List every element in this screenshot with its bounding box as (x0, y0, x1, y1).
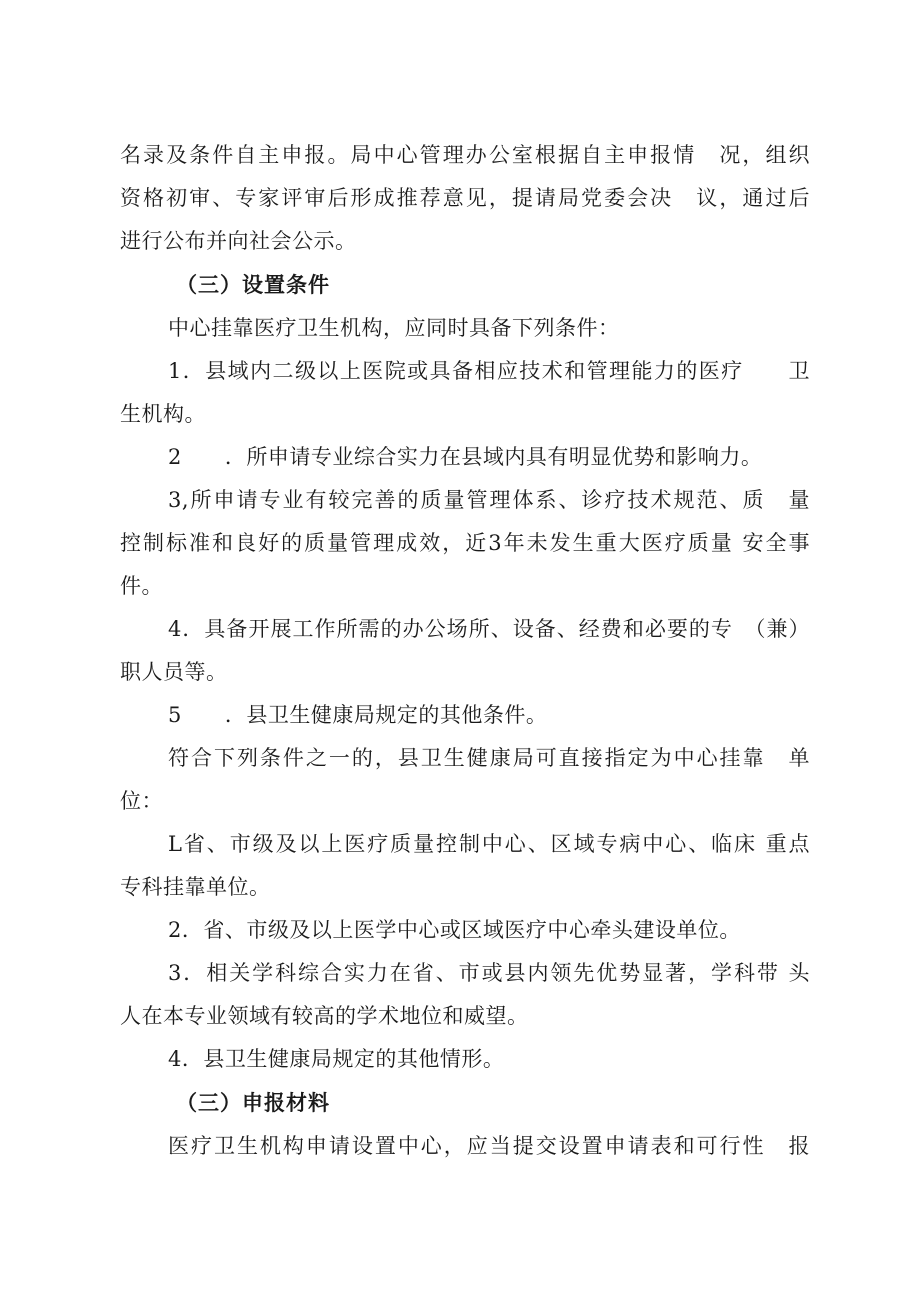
list-item: 2．省、市级及以上医学中心或区域医疗中心牵头建设单位。 (168, 918, 741, 942)
list-item: 5 ．县卫生健康局规定的其他条件。 (168, 703, 548, 727)
section-heading-application-materials: （三）申报材料 (176, 1091, 330, 1115)
paragraph-line: 中心挂靠医疗卫生机构，应同时具备下列条件： (168, 316, 620, 340)
paragraph-line: 资格初审、专家评审后形成推荐意见，提请局党委会决 议，通过后 (120, 186, 810, 210)
paragraph-line: 件。 (120, 574, 163, 598)
paragraph-line: 生机构。 (120, 402, 206, 426)
paragraph-line: 符合下列条件之一的，县卫生健康局可直接指定为中心挂靠 单 (168, 746, 810, 770)
paragraph-line: 人在本专业领域有较高的学术地位和威望。 (120, 1004, 529, 1028)
list-item: 3,所申请专业有较完善的质量管理体系、诊疗技术规范、质 量 (168, 488, 810, 512)
list-item: 4．具备开展工作所需的办公场所、设备、经费和必要的专 （兼） (168, 617, 810, 641)
list-item: L省、市级及以上医疗质量控制中心、区域专病中心、临床 重点 (168, 832, 810, 856)
list-item: 4．县卫生健康局规定的其他情形。 (168, 1047, 505, 1071)
paragraph-line: 控制标准和良好的质量管理成效，近3年未发生重大医疗质量 安全事 (120, 531, 810, 555)
paragraph-line: 位： (120, 789, 163, 813)
paragraph-line: 医疗卫生机构申请设置中心，应当提交设置申请表和可行性 报 (168, 1134, 810, 1158)
paragraph-line: 进行公布并向社会公示。 (120, 229, 357, 253)
list-item: 2 ．所申请专业综合实力在县域内具有明显优势和影响力。 (168, 445, 763, 469)
list-item: 1．县域内二级以上医院或具备相应技术和管理能力的医疗 卫 (168, 359, 810, 383)
section-heading-setup-conditions: （三）设置条件 (176, 273, 330, 297)
paragraph-line: 名录及条件自主申报。局中心管理办公室根据自主申报情 况，组织 (120, 143, 810, 167)
paragraph-line: 专科挂靠单位。 (120, 875, 271, 899)
list-item: 3．相关学科综合实力在省、市或县内领先优势显著，学科带 头 (168, 961, 810, 985)
paragraph-line: 职人员等。 (120, 660, 228, 684)
